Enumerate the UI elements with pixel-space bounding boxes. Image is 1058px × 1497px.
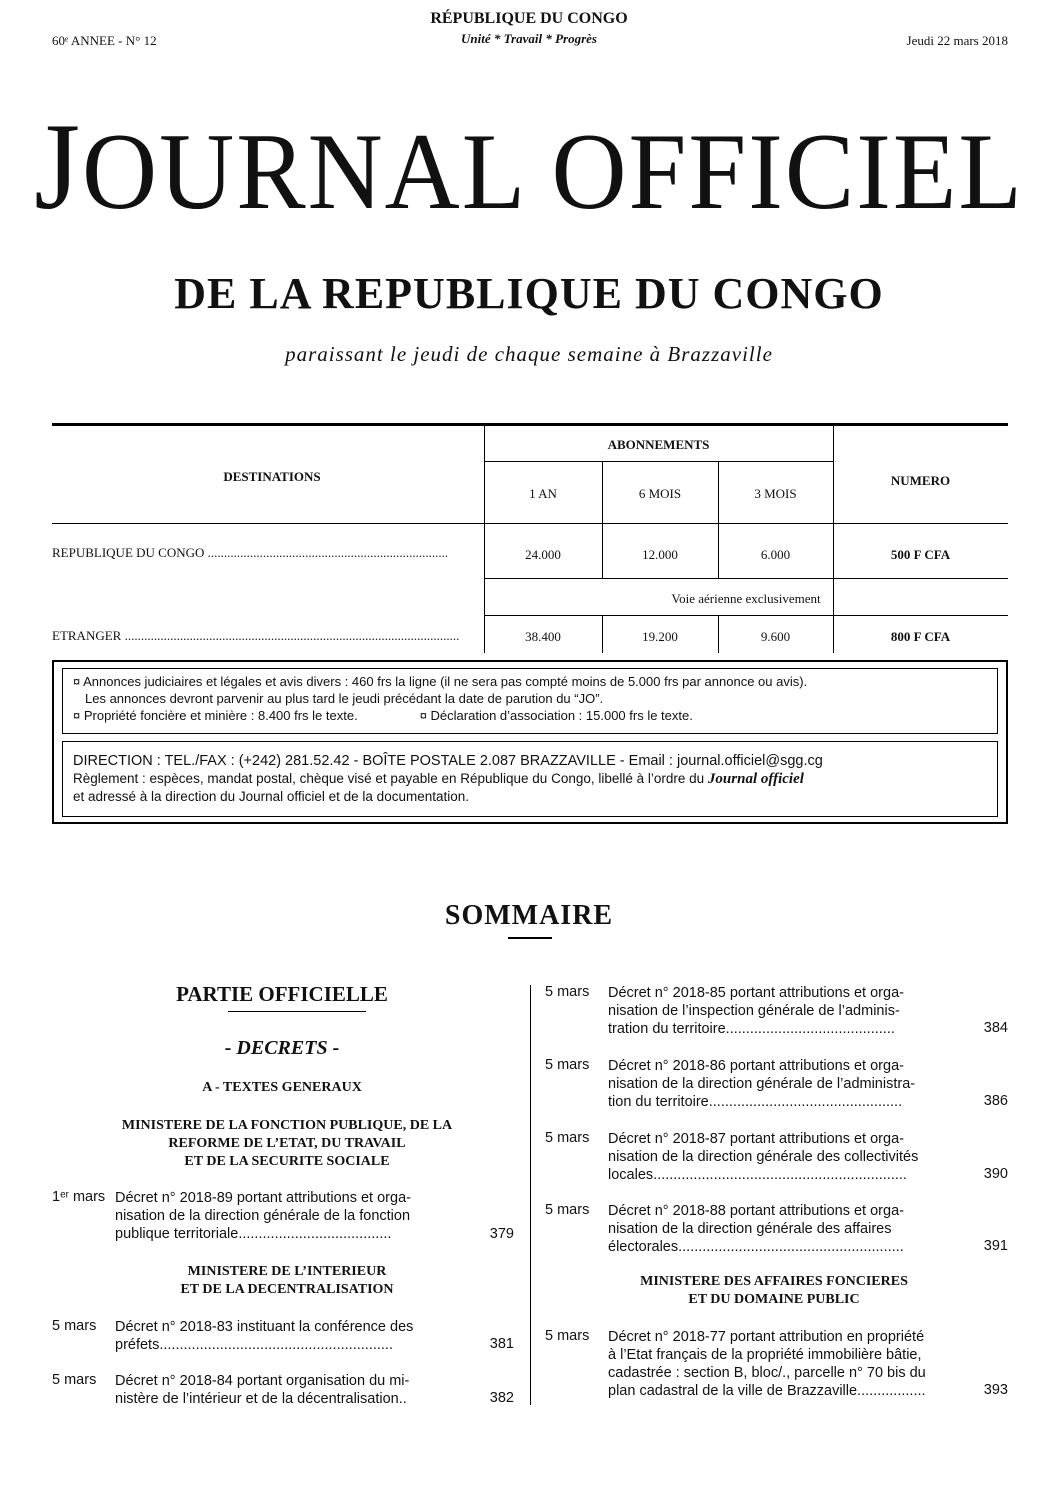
entry-line: Décret n° 2018-85 portant attributions et orga- [608, 985, 904, 1001]
entry-date: 5 mars [52, 1318, 97, 1334]
entry-line: nisation de la direction générale de la fonction [115, 1208, 411, 1224]
entry-line: locales............................................................... [608, 1167, 907, 1183]
ministry-line: ET DU DOMAINE PUBLIC [688, 1292, 860, 1307]
table-top-rule [52, 423, 1008, 426]
subscription-table [52, 423, 1008, 653]
entry-date: 1ᵉʳ mars [52, 1189, 106, 1205]
entry-line: plan cadastral de la ville de Brazzaville................. [608, 1383, 926, 1399]
entry-page: 391 [983, 1238, 1008, 1254]
partie-officielle: PARTIE OFFICIELLE [176, 982, 388, 1006]
row-congo-destination: REPUBLIQUE DU CONGO .......................................................................... [52, 545, 449, 560]
masthead-initial: J [34, 97, 82, 236]
issue-date: Jeudi 22 mars 2018 [906, 33, 1008, 48]
col-3mois: 3 MOIS [754, 486, 797, 501]
notice-line-fees [73, 707, 987, 724]
col-1an: 1 AN [529, 486, 557, 501]
ministry-line: MINISTERE DE LA FONCTION PUBLIQUE, DE LA [121, 1118, 453, 1133]
reglement-address: et adressé à la direction du Journal officiel et de la documentation. [73, 789, 469, 804]
entry-line: nisation de la direction générale des affaires [608, 1221, 892, 1237]
entry-line: préfets.......................................................... [115, 1337, 393, 1353]
ministry-line: ET DE LA SECURITE SOCIALE [184, 1154, 390, 1169]
row-etranger-numero: 800 F CFA [890, 629, 951, 644]
notice-line-deadline: Les annonces devront parvenir au plus tard le jeudi précédant la date de parution du “JO”. [85, 691, 604, 706]
entry-page: 379 [489, 1226, 514, 1242]
abonnements-header: ABONNEMENTS [607, 437, 710, 452]
entry-line: Décret n° 2018-88 portant attributions et orga- [608, 1203, 904, 1219]
row-congo-6mois: 12.000 [642, 547, 678, 562]
entry-line: nistère de l’intérieur et de la décentralisation.. [115, 1391, 407, 1407]
entry-date: 5 mars [52, 1372, 97, 1388]
row-etranger-6mois: 19.200 [642, 629, 678, 644]
ministry-affaires-foncieres [540, 1273, 1008, 1309]
entry-line: cadastrée : section B, bloc/., parcelle n° 70 bis du [608, 1365, 926, 1381]
entry-page: 384 [983, 1020, 1008, 1036]
ministry-line: REFORME DE L’ETAT, DU TRAVAIL [168, 1136, 406, 1151]
entry-text [115, 1189, 470, 1243]
sommaire-title: SOMMAIRE [444, 900, 614, 931]
entry-line: nisation de l’inspection générale de l’adminis- [608, 1003, 900, 1019]
entry-line: électorales........................................................ [608, 1239, 904, 1255]
notice-association: ¤ Déclaration d’association : 15.000 frs le texte. [419, 708, 693, 723]
entry-page: 390 [983, 1166, 1008, 1182]
destinations-header: DESTINATIONS [223, 469, 321, 484]
ministry-line: ET DE LA DECENTRALISATION [180, 1282, 394, 1297]
entry-line: à l’Etat français de la propriété immobilière bâtie, [608, 1347, 922, 1363]
republic-name: RÉPUBLIQUE DU CONGO [430, 10, 628, 27]
entry-page: 381 [489, 1336, 514, 1352]
ministry-line: MINISTERE DES AFFAIRES FONCIERES [640, 1274, 908, 1289]
masthead-subtitle: DE LA REPUBLIQUE DU CONGO [174, 269, 884, 318]
decrets-heading: - DECRETS - [224, 1037, 340, 1059]
ministry-fonction-publique [52, 1117, 522, 1171]
entry-text [608, 1130, 968, 1184]
table-vline [833, 426, 834, 653]
entry-text [115, 1318, 470, 1354]
entry-line: nisation de la direction générale des collectivités [608, 1149, 919, 1165]
notice-line-annonces: ¤ Annonces judiciaires et légales et avis divers : 460 frs la ligne (il ne sera pas compté moins de 5.000 frs par annonce ou avis). [73, 674, 808, 689]
column-divider [530, 985, 531, 1405]
entry-line: publique territoriale...................................... [115, 1226, 392, 1242]
notice-direction [62, 741, 998, 817]
row-congo-numero: 500 F CFA [890, 547, 951, 562]
reglement-journal: Journal officiel [707, 771, 804, 787]
row-etranger-3mois: 9.600 [760, 629, 791, 644]
motto: Unité * Travail * Progrès [460, 31, 597, 46]
ministry-interieur [52, 1263, 522, 1299]
table-rule [484, 615, 1008, 616]
entry-text [115, 1372, 470, 1408]
entry-page: 382 [489, 1390, 514, 1406]
entry-line: nisation de la direction générale de l’administra- [608, 1076, 916, 1092]
notice-propriete: ¤ Propriété foncière et minière : 8.400 frs le texte. [73, 708, 358, 723]
notice-tariffs [62, 668, 998, 734]
entry-line: tration du territoire.......................................... [608, 1021, 895, 1037]
entry-line: Décret n° 2018-77 portant attribution en propriété [608, 1329, 925, 1345]
entry-date: 5 mars [545, 984, 590, 1000]
table-rule [484, 461, 833, 462]
entry-page: 393 [983, 1382, 1008, 1398]
reglement-text: Règlement : espèces, mandat postal, chèque visé et payable en République du Congo, libellé à l’ordre du [73, 771, 708, 786]
table-rule [484, 578, 1008, 579]
row-congo-3mois: 6.000 [760, 547, 791, 562]
entry-text [608, 1328, 968, 1400]
entry-date: 5 mars [545, 1130, 590, 1146]
entry-date: 5 mars [545, 1328, 590, 1344]
entry-line: Décret n° 2018-86 portant attributions et orga- [608, 1058, 904, 1074]
entry-line: Décret n° 2018-83 instituant la conférence des [115, 1319, 414, 1335]
entry-line: Décret n° 2018-89 portant attributions et orga- [115, 1190, 411, 1206]
row-etranger-1an: 38.400 [525, 629, 561, 644]
masthead-rest: OURNAL OFFICIEL [81, 111, 1024, 232]
masthead-title [0, 97, 1058, 236]
ministry-line: MINISTERE DE L’INTERIEUR [187, 1264, 387, 1279]
issue-number: 60ᵉ ANNEE - N° 12 [52, 33, 157, 48]
table-header-rule [52, 523, 1008, 524]
textes-generaux: A - TEXTES GENERAUX [202, 1080, 362, 1095]
voie-aerienne: Voie aérienne exclusivement [671, 591, 821, 606]
entry-text [608, 984, 968, 1038]
direction-contact: DIRECTION : TEL./FAX : (+242) 281.52.42 - BOÎTE POSTALE 2.087 BRAZZAVILLE - Email : journal.officiel@sgg.cg [73, 753, 823, 769]
entry-line: Décret n° 2018-87 portant attributions et orga- [608, 1131, 904, 1147]
entry-date: 5 mars [545, 1057, 590, 1073]
masthead-tagline: paraissant le jeudi de chaque semaine à Brazzaville [285, 342, 773, 366]
entry-line: tion du territoire................................................ [608, 1094, 903, 1110]
row-etranger-destination: ETRANGER ....................................................................................................... [52, 628, 460, 643]
sommaire-rule [508, 937, 552, 939]
entry-text [608, 1057, 968, 1111]
entry-line: Décret n° 2018-84 portant organisation du mi- [115, 1373, 410, 1389]
entry-text [608, 1202, 968, 1256]
entry-page: 386 [983, 1093, 1008, 1109]
reglement-line [73, 770, 987, 788]
entry-date: 5 mars [545, 1202, 590, 1218]
col-6mois: 6 MOIS [638, 486, 682, 501]
partie-rule [228, 1011, 366, 1012]
col-numero: NUMERO [890, 473, 951, 488]
row-congo-1an: 24.000 [525, 547, 561, 562]
